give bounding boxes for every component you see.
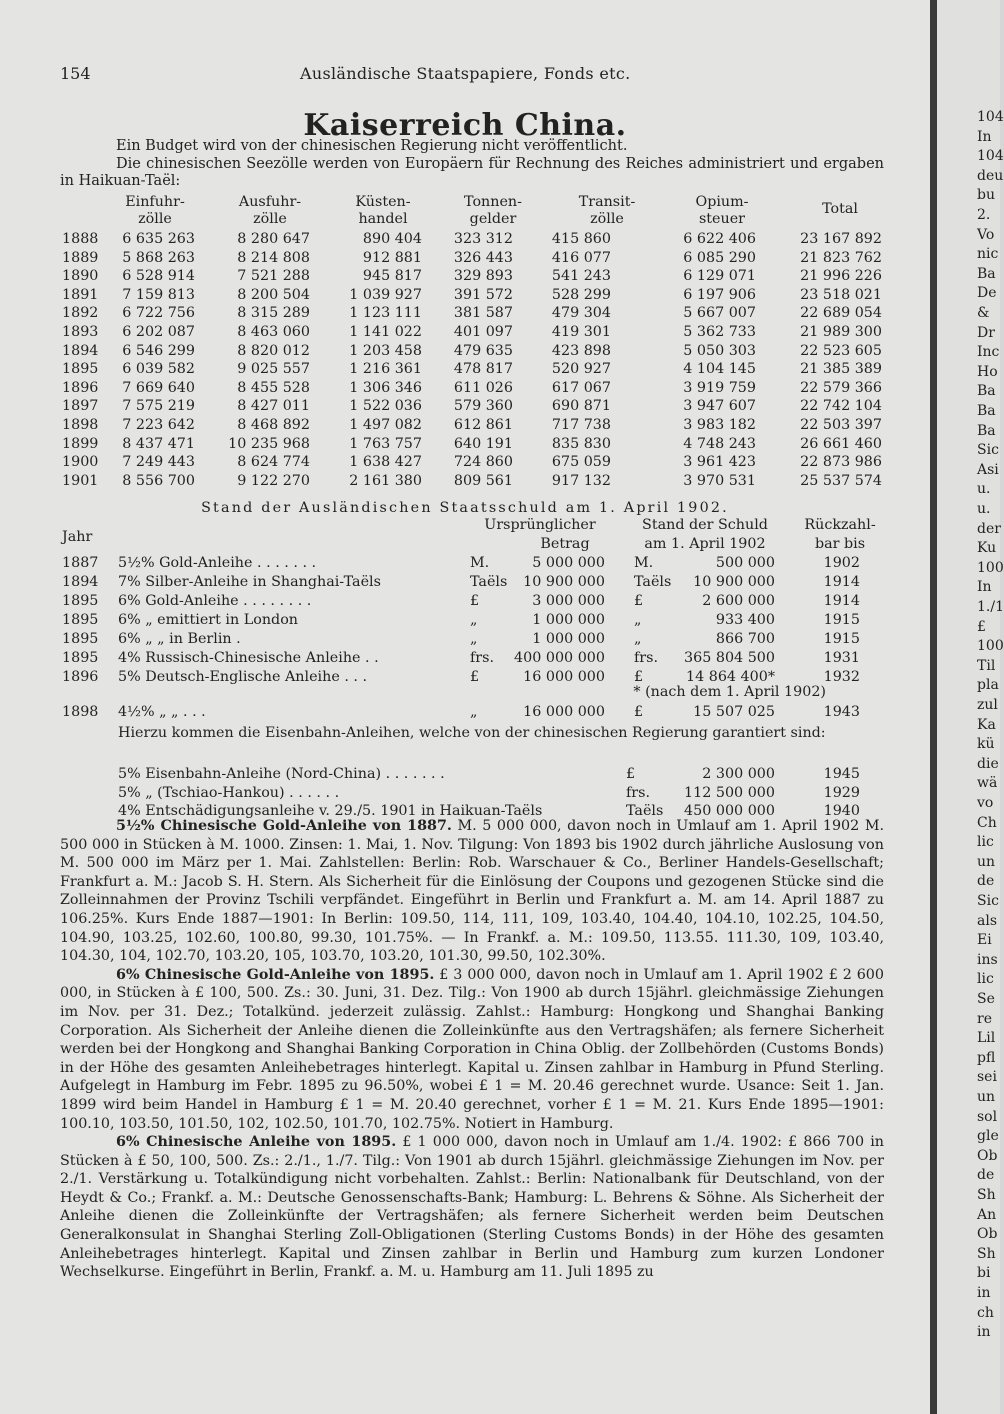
customs-value-cell: 8 214 808 — [237, 249, 310, 266]
debt-status-cell: 14 864 400* — [685, 669, 775, 685]
adjacent-page-fragment: gle — [977, 1128, 999, 1145]
customs-column-header-sub: steuer — [698, 211, 746, 227]
customs-value-cell: 617 067 — [551, 379, 611, 396]
customs-value-cell: 5 050 303 — [683, 342, 756, 359]
adjacent-page-fragment: Ob — [977, 1226, 998, 1243]
adjacent-page-fragment: Til — [977, 657, 996, 674]
debt-header-original-2: Betrag — [540, 536, 590, 552]
adjacent-page-fragment: Ka — [977, 716, 996, 733]
debt-original-cell: 5 000 000 — [532, 555, 605, 571]
customs-value-cell: 423 898 — [551, 342, 611, 359]
customs-value-cell: 5 362 733 — [683, 324, 756, 340]
debt-repay-cell: 1915 — [823, 631, 860, 647]
adjacent-page-fragment: Ba — [977, 403, 996, 419]
customs-value-cell: 391 572 — [453, 286, 513, 303]
debt-header-status: Stand der Schuld — [642, 517, 768, 533]
adjacent-page-fragment: die — [977, 755, 999, 772]
customs-value-cell: 7 223 642 — [122, 417, 195, 433]
adjacent-page-fragment: Ch — [977, 814, 997, 831]
customs-value-cell: 25 537 574 — [800, 472, 882, 489]
loan-note-heading: 6% Chinesische Anleihe von 1895. — [116, 1134, 397, 1151]
debt-name-cell: 6% „ „ in Berlin . — [118, 631, 241, 647]
customs-year-cell: 1901 — [62, 472, 99, 489]
debt-header-repay-2: bar bis — [814, 536, 866, 552]
debt-repay-cell: 1931 — [823, 650, 860, 666]
customs-year-cell: 1894 — [62, 342, 99, 359]
adjacent-page-fragment: Lil — [977, 1030, 996, 1047]
debt-currency-cell: „ — [634, 612, 642, 628]
customs-value-cell: 478 817 — [453, 361, 513, 378]
customs-value-cell: 381 587 — [453, 305, 513, 322]
customs-value-cell: 10 235 968 — [228, 435, 310, 452]
customs-year-cell: 1898 — [62, 417, 99, 433]
debt-year-cell: 1896 — [62, 669, 99, 685]
debt-header-original: Ursprünglicher — [484, 517, 596, 533]
customs-value-cell: 579 360 — [453, 398, 513, 415]
debt-original-cell: 1 000 000 — [532, 612, 605, 628]
adjacent-page-fragment: pfl — [977, 1049, 996, 1066]
customs-value-cell: 8 315 289 — [237, 305, 310, 322]
adjacent-page-fragment: bi — [977, 1265, 991, 1282]
intro-paragraph: Die chinesischen Seezölle werden von Europäern für Rechnung des Reiches administriert und ergaben in Haikuan-Taël: — [60, 155, 884, 189]
customs-value-cell: 7 249 443 — [122, 454, 195, 471]
customs-value-cell: 1 141 022 — [349, 324, 422, 340]
customs-column-header: Total — [822, 201, 858, 217]
customs-value-cell: 3 983 182 — [683, 417, 756, 433]
debt-currency-cell: £ — [634, 593, 644, 609]
customs-value-cell: 7 669 640 — [122, 379, 195, 396]
customs-value-cell: 329 893 — [453, 268, 513, 285]
adjacent-page-fragment: 2. — [977, 207, 991, 223]
debt-status-cell: 2 600 000 — [702, 593, 775, 609]
adjacent-page-fragment: als — [977, 912, 998, 929]
adjacent-page-fragment: Ba — [977, 422, 996, 439]
adjacent-page-fragment: £ — [977, 618, 986, 635]
customs-value-cell: 21 996 226 — [800, 268, 882, 285]
customs-value-cell: 22 689 054 — [800, 305, 882, 322]
debt-repay-cell: 1915 — [823, 612, 860, 628]
customs-value-cell: 1 763 757 — [349, 435, 422, 452]
customs-value-cell: 22 742 104 — [800, 398, 882, 415]
debt-year-cell: 1887 — [62, 555, 99, 571]
customs-column-header-sub: zölle — [590, 211, 624, 227]
customs-value-cell: 6 622 406 — [683, 231, 756, 247]
adjacent-page-fragment: Ho — [977, 363, 998, 380]
debt-year-cell: 1895 — [62, 593, 99, 609]
customs-value-cell: 6 197 906 — [683, 286, 756, 303]
loan-note-heading: 6% Chinesische Gold-Anleihe von 1895. — [116, 966, 435, 983]
debt-year-cell: 1895 — [62, 631, 99, 647]
railway-name-cell: 5% „ (Tschiao-Hankou) . . . . . . — [118, 784, 340, 801]
customs-value-cell: 3 970 531 — [683, 472, 756, 489]
adjacent-page-fragment: sol — [977, 1108, 998, 1125]
debt-currency-cell: „ — [634, 631, 642, 647]
customs-value-cell: 7 159 813 — [122, 286, 195, 303]
debt-name-cell: 4% Russisch-Chinesische Anleihe . . — [118, 650, 379, 666]
adjacent-page-fragment: sei — [977, 1069, 997, 1086]
debt-currency-cell: £ — [470, 669, 480, 685]
debt-original-cell: 400 000 000 — [514, 650, 605, 666]
customs-value-cell: 612 861 — [453, 417, 513, 433]
adjacent-page-fragment: de — [977, 873, 995, 890]
adjacent-page-fragment: 100 — [977, 638, 1004, 655]
customs-value-cell: 640 191 — [453, 435, 513, 452]
customs-value-cell: 8 468 892 — [237, 417, 310, 433]
customs-value-cell: 22 503 397 — [800, 417, 882, 433]
customs-value-cell: 401 097 — [453, 324, 513, 340]
customs-value-cell: 3 919 759 — [683, 379, 756, 396]
debt-year-cell: 1898 — [62, 704, 99, 720]
customs-value-cell: 835 830 — [551, 435, 611, 452]
adjacent-page-fragment: Ku — [977, 540, 997, 557]
customs-value-cell: 8 556 700 — [122, 472, 195, 489]
customs-column-header: Opium- — [695, 194, 749, 210]
adjacent-page-fragment: 1./1 — [977, 599, 1004, 615]
adjacent-page-fragment: Ob — [977, 1147, 998, 1164]
customs-column-header: Einfuhr- — [125, 194, 185, 210]
railway-amount-cell: 2 300 000 — [702, 766, 775, 782]
customs-value-cell: 479 635 — [453, 342, 513, 359]
railway-repay-cell: 1945 — [823, 766, 860, 782]
debt-currency-cell: £ — [634, 704, 644, 720]
customs-value-cell: 1 522 036 — [349, 398, 422, 415]
customs-value-cell: 7 521 288 — [237, 268, 310, 285]
adjacent-page-edge — [937, 0, 1004, 1414]
debt-title: Stand der Ausländischen Staatsschuld am 1. April 1902. — [201, 500, 729, 516]
customs-value-cell: 675 059 — [551, 454, 611, 471]
debt-original-cell: 16 000 000 — [523, 704, 605, 720]
customs-year-cell: 1897 — [62, 398, 99, 415]
debt-currency-cell: frs. — [470, 650, 495, 666]
customs-value-cell: 1 216 361 — [349, 361, 422, 378]
debt-name-cell: 6% „ emittiert in London — [118, 612, 299, 628]
customs-value-cell: 724 860 — [453, 454, 513, 471]
customs-value-cell: 890 404 — [362, 231, 422, 247]
customs-value-cell: 2 161 380 — [349, 472, 422, 489]
customs-value-cell: 809 561 — [453, 472, 513, 489]
loan-note-text: £ 1 000 000, davon noch in Umlauf am 1./4. 1902: £ 866 700 in Stücken à £ 50, 100, 500. Zs.: 2./1., 1./7. Tilg.: Von 1901 ab durch 15jährl. gleichmässige Ziehungen im Nov. per 2./1. Verstärkung u. Totalkündigung nicht vorbehalten. Zahlst.: Berlin: Nationalbank für Deutschland, von der Heydt & Co.; Frankf. a. M.: Deutsche Genossenschafts-Bank; Hamburg: L. Behrens & Söhne. Als Sicherheit der Anleihe dienen die Zolleinkünfte der Vertragshäfen; als fernere Sicherheit werden beim Deutschen Generalkonsulat in Shanghai Sterling Zoll-Obligationen (Sterling Customs Bonds) in der Höhe des gesamten Anleihebetrages hinterlegt. Kapital und Zinsen zahlbar in Berlin und Hamburg zum kurzen Londoner Wechselkurse. Eingeführt in Berlin, Frankf. a. M. u. Hamburg am 11. Juli 1895 zu — [60, 1134, 884, 1281]
customs-value-cell: 611 026 — [453, 379, 513, 396]
customs-value-cell: 6 202 087 — [122, 324, 195, 340]
debt-name-cell: 4½% „ „ . . . — [118, 704, 206, 720]
customs-year-cell: 1893 — [62, 324, 99, 340]
debt-currency-cell: „ — [470, 612, 478, 628]
debt-name-cell: 7% Silber-Anleihe in Shanghai-Taëls — [118, 574, 381, 590]
customs-value-cell: 945 817 — [362, 268, 422, 285]
adjacent-page-fragment: in — [977, 1324, 991, 1341]
adjacent-page-fragment: 104 — [977, 109, 1004, 125]
loan-note-heading: 5½% Chinesische Gold-Anleihe von 1887. — [116, 818, 452, 834]
intro-paragraph: Ein Budget wird von der chinesischen Regierung nicht veröffentlicht. — [116, 138, 628, 154]
page-number: 154 — [60, 64, 91, 83]
railway-currency-cell: Taëls — [626, 803, 664, 820]
customs-value-cell: 3 947 607 — [683, 398, 756, 415]
customs-value-cell: 520 927 — [551, 361, 611, 378]
customs-column-header-sub: zölle — [138, 211, 172, 227]
customs-value-cell: 8 280 647 — [237, 231, 310, 247]
customs-value-cell: 528 299 — [551, 286, 611, 303]
adjacent-page-fragment: ins — [977, 951, 998, 968]
debt-header-repay: Rückzahl- — [804, 517, 876, 533]
adjacent-page-fragment: Ba — [977, 383, 996, 400]
customs-value-cell: 917 132 — [551, 472, 611, 489]
adjacent-page-fragment: Dr — [977, 324, 995, 341]
intro-text — [60, 138, 884, 191]
customs-year-cell: 1892 — [62, 305, 99, 322]
customs-value-cell: 1 497 082 — [349, 417, 422, 433]
adjacent-page-fragment: u. — [977, 501, 991, 517]
customs-value-cell: 323 312 — [453, 231, 513, 247]
debt-status-cell: 500 000 — [715, 555, 775, 571]
debt-status-cell: 933 400 — [715, 612, 775, 628]
customs-value-cell: 9 025 557 — [237, 361, 310, 378]
adjacent-page-fragment: & — [977, 305, 990, 321]
debt-status-cell: 10 900 000 — [693, 574, 775, 590]
debt-footnote: * (nach dem 1. April 1902) — [633, 684, 826, 700]
customs-value-cell: 6 528 914 — [122, 268, 195, 285]
customs-value-cell: 1 638 427 — [349, 454, 422, 471]
railway-intro: Hierzu kommen die Eisenbahn-Anleihen, welche von der chinesischen Regierung garantiert sind: — [118, 725, 826, 741]
customs-value-cell: 6 085 290 — [683, 249, 756, 266]
customs-value-cell: 8 820 012 — [237, 342, 310, 359]
customs-value-cell: 6 546 299 — [122, 342, 195, 359]
adjacent-page-fragment: kü — [977, 736, 995, 753]
debt-repay-cell: 1943 — [823, 704, 860, 720]
debt-currency-cell: „ — [470, 631, 478, 647]
customs-value-cell: 1 123 111 — [349, 305, 422, 322]
adjacent-page-fragment: Sh — [977, 1245, 996, 1262]
adjacent-page-fragment: 104 — [977, 148, 1004, 165]
customs-value-cell: 8 463 060 — [237, 324, 310, 340]
adjacent-page-fragment: u. — [977, 481, 991, 498]
customs-value-cell: 5 868 263 — [122, 249, 195, 266]
customs-column-header-sub: handel — [358, 211, 408, 227]
adjacent-page-fragment: bu — [977, 187, 995, 204]
running-head: Ausländische Staatspapiere, Fonds etc. — [300, 64, 631, 83]
debt-currency-cell: Taëls — [470, 574, 508, 590]
adjacent-page-fragment: Ba — [977, 265, 996, 282]
customs-column-header-sub: zölle — [253, 211, 287, 227]
adjacent-page-fragment: lic — [977, 834, 994, 851]
loan-note-paragraph — [60, 966, 884, 1133]
railway-amount-cell: 450 000 000 — [684, 803, 775, 820]
debt-currency-cell: M. — [470, 555, 490, 571]
debt-status-cell: 866 700 — [715, 631, 775, 647]
adjacent-page-fragment: lic — [977, 971, 994, 988]
debt-name-cell: 6% Gold-Anleihe . . . . . . . . — [118, 593, 312, 609]
customs-value-cell: 22 873 986 — [800, 454, 882, 471]
customs-value-cell: 415 860 — [551, 231, 611, 247]
debt-name-cell: 5½% Gold-Anleihe . . . . . . . — [118, 555, 317, 571]
customs-value-cell: 8 624 774 — [237, 454, 310, 471]
customs-value-cell: 4 104 145 — [683, 361, 756, 378]
adjacent-page-fragment: Se — [977, 991, 995, 1007]
customs-value-cell: 912 881 — [362, 249, 422, 266]
customs-value-cell: 1 203 458 — [349, 342, 422, 359]
debt-name-cell: 5% Deutsch-Englische Anleihe . . . — [118, 669, 368, 685]
loan-note-text: £ 3 000 000, davon noch in Umlauf am 1. April 1902 £ 2 600 000, in Stücken à £ 100, 500. Zs.: 30. Juni, 31. Dez. Tilg.: Von 1900 ab durch 15jährl. gleichmässige Ziehungen im Nov. per 31. Dez.; Totalkünd. jederzeit zulässig. Zahlst.: Hamburg: Hongkong und Shanghai Banking Corporation. Als Sicherheit der Anleihe dienen die Zolleinkünfte aus den Vertragshäfen; als fernere Sicherheit werden bei der Hongkong and Shanghai Banking Corporation in China Oblig. der Zollbehörden (Customs Bonds) in der Höhe des gesamten Anleihebetrages hinterlegt. Kapital u. Zinsen zahlbar in Hamburg in Pfund Sterling. Aufgelegt in Hamburg im Febr. 1895 zu 96.50%, wobei £ 1 = M. 20.46 gerechnet wurde. Usance: Seit 1. Jan. 1899 wird beim Handel in Hamburg £ 1 = M. 20.40 gerechnet, vorher £ 1 = M. 21. Kurs Ende 1895—1901: 100.10, 103.50, 101.50, 102, 102.50, 101.70, 102.75%. Notiert in Hamburg. — [60, 966, 884, 1132]
debt-repay-cell: 1932 — [823, 669, 860, 685]
railway-currency-cell: £ — [626, 766, 636, 782]
customs-value-cell: 21 989 300 — [800, 324, 882, 340]
customs-value-cell: 6 722 756 — [122, 305, 195, 322]
adjacent-page-fragment: un — [977, 853, 996, 870]
customs-value-cell: 5 667 007 — [683, 305, 756, 322]
customs-value-cell: 4 748 243 — [683, 435, 756, 452]
adjacent-page-fragment: An — [977, 1206, 997, 1223]
debt-status-cell: 15 507 025 — [693, 704, 775, 720]
debt-original-cell: 3 000 000 — [532, 593, 605, 609]
debt-currency-cell: Taëls — [634, 574, 672, 590]
debt-currency-cell: £ — [470, 593, 480, 609]
customs-value-cell: 479 304 — [551, 305, 611, 322]
debt-header-status-2: am 1. April 1902 — [644, 536, 766, 552]
loan-note-paragraph — [60, 1133, 884, 1282]
debt-currency-cell: frs. — [634, 650, 659, 666]
debt-original-cell: 16 000 000 — [523, 669, 605, 685]
adjacent-page-fragment: in — [977, 1285, 991, 1301]
railway-repay-cell: 1929 — [823, 784, 860, 801]
adjacent-page-fragment: In — [977, 128, 992, 145]
customs-column-header: Tonnen- — [464, 194, 522, 210]
adjacent-page-fragment: deu — [977, 167, 1004, 184]
customs-value-cell: 22 579 366 — [800, 379, 882, 396]
adjacent-page-fragment: zul — [977, 697, 998, 713]
adjacent-page-fragment: De — [977, 285, 997, 302]
customs-value-cell: 6 635 263 — [122, 231, 195, 247]
customs-year-cell: 1890 — [62, 268, 99, 285]
adjacent-page-fragment: vo — [977, 795, 994, 811]
adjacent-page-fragment: Sic — [977, 442, 999, 459]
debt-repay-cell: 1902 — [823, 555, 860, 571]
debt-repay-cell: 1914 — [823, 574, 860, 590]
customs-value-cell: 21 385 389 — [800, 361, 882, 378]
debt-repay-cell: 1914 — [823, 593, 860, 609]
debt-status-cell: 365 804 500 — [684, 650, 775, 666]
customs-value-cell: 26 661 460 — [800, 435, 882, 452]
debt-currency-cell: M. — [634, 555, 654, 571]
railway-currency-cell: frs. — [626, 784, 651, 801]
customs-value-cell: 419 301 — [551, 324, 611, 340]
customs-year-cell: 1896 — [62, 379, 99, 396]
customs-column-header-sub: gelder — [469, 211, 517, 227]
loan-note-text: M. 5 000 000, davon noch in Umlauf am 1. April 1902 M. 500 000 in Stücken à M. 1000. Zinsen: 1. Mai, 1. Nov. Tilgung: Von 1893 bis 1902 durch jährliche Auslosung von M. 500 000 im März per 1. Mai. Zahlstellen: Berlin: Rob. Warschauer & Co., Berliner Handels-Gesellschaft; Frankfurt a. M.: Jacob S. H. Stern. Als Sicherheit für die Einlösung der Coupons und gezogenen Stücke sind die Zolleinnahmen der Provinz Tschili verpfändet. Eingeführt in Berlin und Frankfurt a. M. am 14. April 1887 zu 106.25%. Kurs Ende 1887—1901: In Berlin: 109.50, 114, 111, 109, 103.40, 104.40, 104.10, 102.25, 104.50, 104.90, 103.25, 102.60, 100.80, 99.30, 101.75%. — In Frankf. a. M.: 109.50, 113.55. 111.30, 109, 103.40, 104.30, 104, 102.70, 103.20, 105, 103.70, 103.20, 101.30, 99.50, 102.30%. — [60, 818, 885, 965]
loan-notes — [60, 817, 884, 1282]
customs-value-cell: 8 427 011 — [237, 398, 310, 415]
book-gutter — [930, 0, 937, 1414]
debt-year-cell: 1895 — [62, 650, 99, 666]
debt-original-cell: 10 900 000 — [523, 574, 605, 590]
customs-year-cell: 1891 — [62, 286, 99, 303]
customs-year-cell: 1889 — [62, 249, 99, 266]
customs-value-cell: 23 167 892 — [800, 231, 882, 247]
adjacent-page-fragment: Inc — [977, 344, 1000, 361]
railway-name-cell: 4% Entschädigungsanleihe v. 29./5. 1901 in Haikuan-Taëls — [118, 803, 543, 820]
customs-value-cell: 7 575 219 — [122, 398, 195, 415]
railway-name-cell: 5% Eisenbahn-Anleihe (Nord-China) . . . . . . . — [118, 766, 445, 782]
customs-value-cell: 8 200 504 — [237, 286, 310, 303]
section-title: Kaiserreich China. — [303, 108, 627, 143]
adjacent-page-fragment: re — [977, 1010, 992, 1027]
customs-value-cell: 416 077 — [551, 249, 611, 266]
customs-column-header: Ausfuhr- — [238, 194, 302, 210]
customs-value-cell: 326 443 — [453, 249, 513, 266]
debt-year-cell: 1894 — [62, 574, 99, 590]
customs-value-cell: 6 129 071 — [683, 268, 756, 285]
customs-value-cell: 3 961 423 — [683, 454, 756, 471]
customs-value-cell: 8 455 528 — [237, 379, 310, 396]
adjacent-page-fragment: ch — [977, 1304, 994, 1321]
railway-amount-cell: 112 500 000 — [684, 784, 775, 801]
debt-currency-cell: „ — [470, 704, 478, 720]
customs-value-cell: 717 738 — [551, 417, 611, 433]
customs-value-cell: 21 823 762 — [800, 249, 882, 266]
adjacent-page-fragment: Ei — [977, 932, 992, 949]
adjacent-page-fragment: pla — [977, 677, 999, 694]
customs-value-cell: 9 122 270 — [237, 472, 310, 489]
customs-value-cell: 1 039 927 — [349, 286, 422, 303]
adjacent-page-fragment: Sic — [977, 893, 999, 909]
customs-year-cell: 1900 — [62, 454, 99, 471]
customs-value-cell: 690 871 — [551, 398, 611, 415]
adjacent-page-fragment: Asi — [977, 461, 999, 478]
adjacent-page-fragment: der — [977, 520, 1001, 537]
customs-value-cell: 8 437 471 — [122, 435, 195, 452]
customs-value-cell: 541 243 — [551, 268, 611, 285]
customs-year-cell: 1895 — [62, 361, 99, 378]
customs-column-header: Küsten- — [355, 194, 411, 210]
adjacent-page-fragment: 100 — [977, 559, 1004, 576]
adjacent-page-fragment: Vo — [977, 226, 995, 243]
customs-year-cell: 1899 — [62, 435, 99, 452]
debt-original-cell: 1 000 000 — [532, 631, 605, 647]
adjacent-page-fragment: wä — [977, 775, 998, 792]
railway-repay-cell: 1940 — [823, 803, 860, 820]
customs-value-cell: 6 039 582 — [122, 361, 195, 378]
loan-note-paragraph — [60, 817, 884, 966]
debt-currency-cell: £ — [634, 669, 644, 685]
adjacent-page-fragment: de — [977, 1167, 995, 1184]
adjacent-page-fragment: nic — [977, 246, 999, 263]
adjacent-page-fragment: In — [977, 579, 992, 596]
customs-column-header: Transit- — [578, 194, 636, 210]
customs-year-cell: 1888 — [62, 231, 99, 247]
customs-value-cell: 23 518 021 — [800, 286, 882, 303]
adjacent-page-fragment: un — [977, 1089, 996, 1105]
debt-year-cell: 1895 — [62, 612, 99, 628]
customs-value-cell: 1 306 346 — [349, 379, 422, 396]
debt-header-year: Jahr — [62, 529, 93, 545]
adjacent-page-fragment: Sh — [977, 1187, 996, 1203]
customs-value-cell: 22 523 605 — [800, 342, 882, 359]
